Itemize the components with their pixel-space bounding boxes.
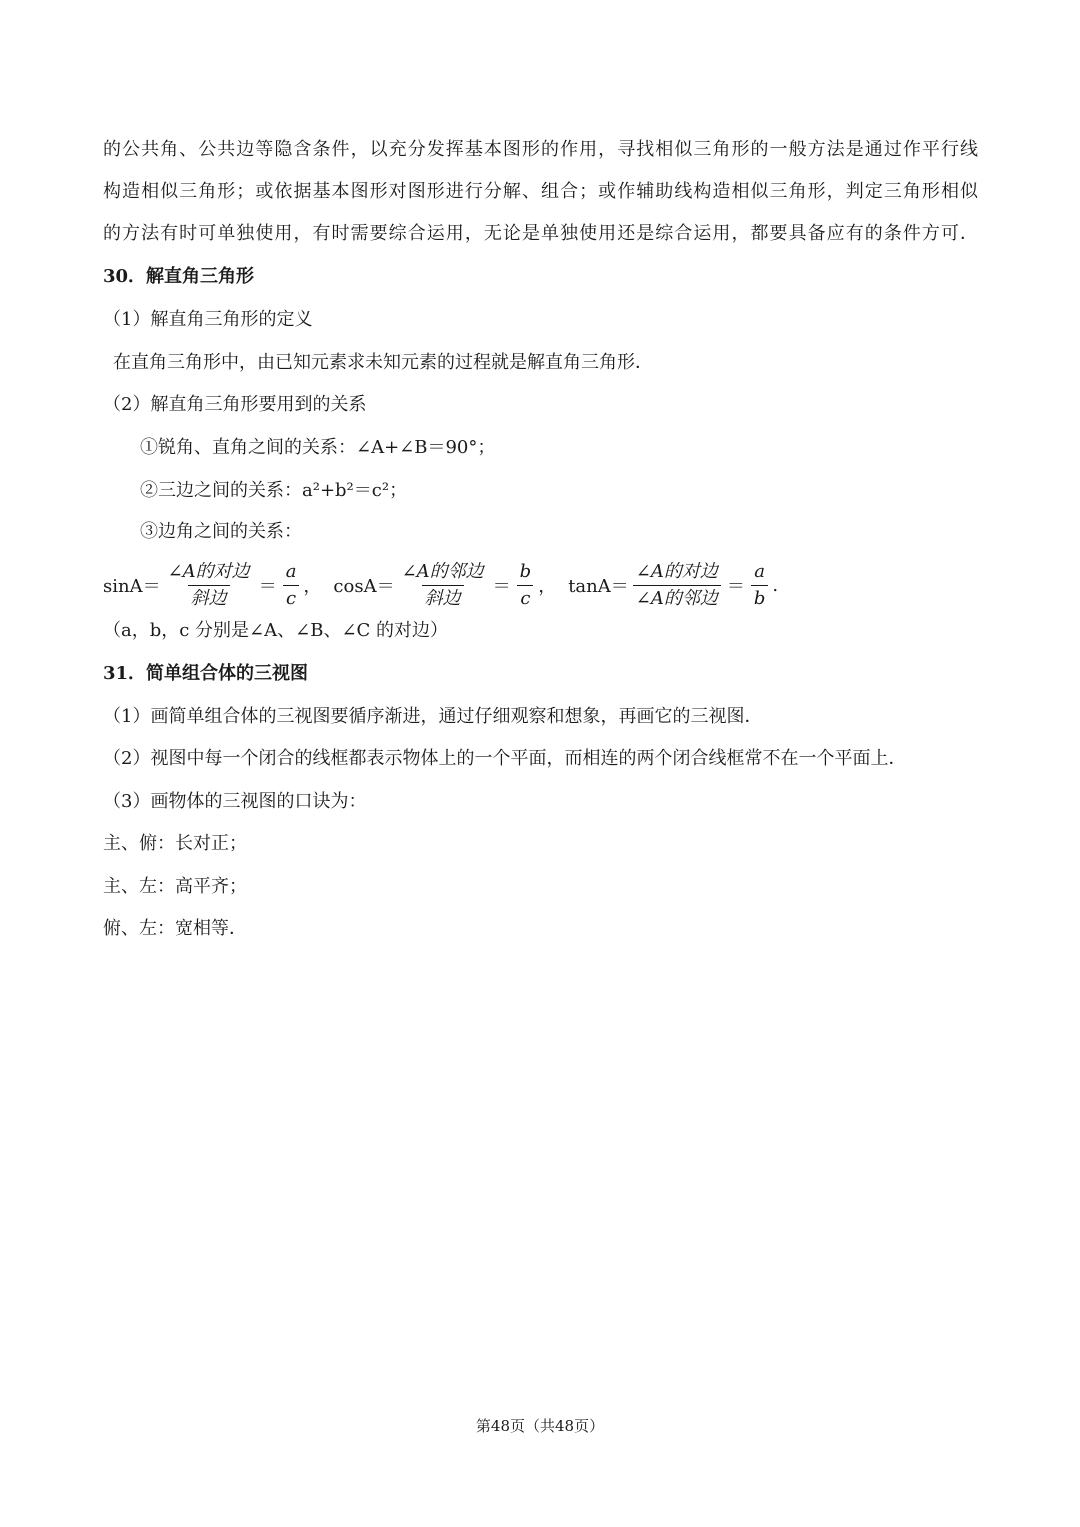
definition-text: 在直角三角形中，由已知元素求未知元素的过程就是解直角三角形． <box>113 352 653 373</box>
cos-value-fraction <box>517 561 535 610</box>
equals-sign: ＝ <box>726 576 745 597</box>
sin-label: sinA＝ <box>103 576 161 597</box>
tan-value-fraction <box>751 561 769 610</box>
fraction-denominator: ∠A的邻边 <box>633 585 721 610</box>
paragraph-line: 构造相似三角形；或依据基本图形对图形进行分解、组合；或作辅助线构造相似三角形，判定三角形相似 <box>103 181 978 202</box>
rule-line: 俯、左：宽相等． <box>103 918 247 939</box>
list-item: （2）视图中每一个闭合的线框都表示物体上的一个平面，而相连的两个闭合线框常不在一个平面上． <box>103 748 907 769</box>
rule-line: 主、左：高平齐； <box>103 876 247 897</box>
equals-sign: ＝ <box>258 576 277 597</box>
fraction-numerator: a <box>285 560 297 582</box>
section-heading-31: 31．简单组合体的三视图 <box>103 663 309 684</box>
page-footer: 第48页（共48页） <box>475 1417 605 1435</box>
fraction-numerator: b <box>519 560 532 582</box>
formula-note: （a，b，c 分别是∠A、∠B、∠C 的对边） <box>103 620 449 641</box>
equals-sign: ＝ <box>492 576 511 597</box>
fraction-numerator: ∠A的邻边 <box>401 560 484 582</box>
fraction-denominator: 斜边 <box>422 585 464 610</box>
rule-line: 主、俯：长对正； <box>103 833 247 854</box>
separator: ， <box>538 576 557 597</box>
relation-item: ②三边之间的关系：a²+b²＝c²； <box>140 480 408 501</box>
cos-label: cosA＝ <box>333 576 395 597</box>
list-item: （3）画物体的三视图的口诀为： <box>103 791 367 812</box>
subsection-title: （2）解直角三角形要用到的关系 <box>103 394 367 415</box>
separator: ， <box>303 576 322 597</box>
paragraph-line: 的方法有时可单独使用，有时需要综合运用，无论是单独使用还是综合运用，都要具备应有的条件方可． <box>103 223 978 244</box>
tan-label: tanA＝ <box>568 576 629 597</box>
fraction-denominator: c <box>517 585 533 610</box>
sin-ratio-fraction <box>165 561 253 610</box>
period: . <box>772 574 779 596</box>
tan-ratio-fraction <box>633 561 721 610</box>
relation-item: ③边角之间的关系： <box>140 521 302 542</box>
fraction-numerator: a <box>754 560 765 582</box>
fraction-denominator: b <box>751 585 769 610</box>
fraction-denominator: c <box>283 585 299 610</box>
fraction-denominator: 斜边 <box>188 585 230 610</box>
section-heading-30: 30．解直角三角形 <box>103 266 255 287</box>
relation-item: ①锐角、直角之间的关系：∠A+∠B＝90°； <box>140 437 496 458</box>
cos-ratio-fraction <box>399 561 487 610</box>
fraction-numerator: ∠A的对边 <box>635 560 718 582</box>
fraction-numerator: ∠A的对边 <box>167 560 250 582</box>
sin-value-fraction <box>283 561 300 610</box>
list-item: （1）画简单组合体的三视图要循序渐进，通过仔细观察和想象，再画它的三视图． <box>103 706 763 727</box>
paragraph-line: 的公共角、公共边等隐含条件，以充分发挥基本图形的作用，寻找相似三角形的一般方法是通过作平行线 <box>103 139 978 160</box>
subsection-title: （1）解直角三角形的定义 <box>103 309 313 330</box>
trig-formula <box>103 557 778 613</box>
